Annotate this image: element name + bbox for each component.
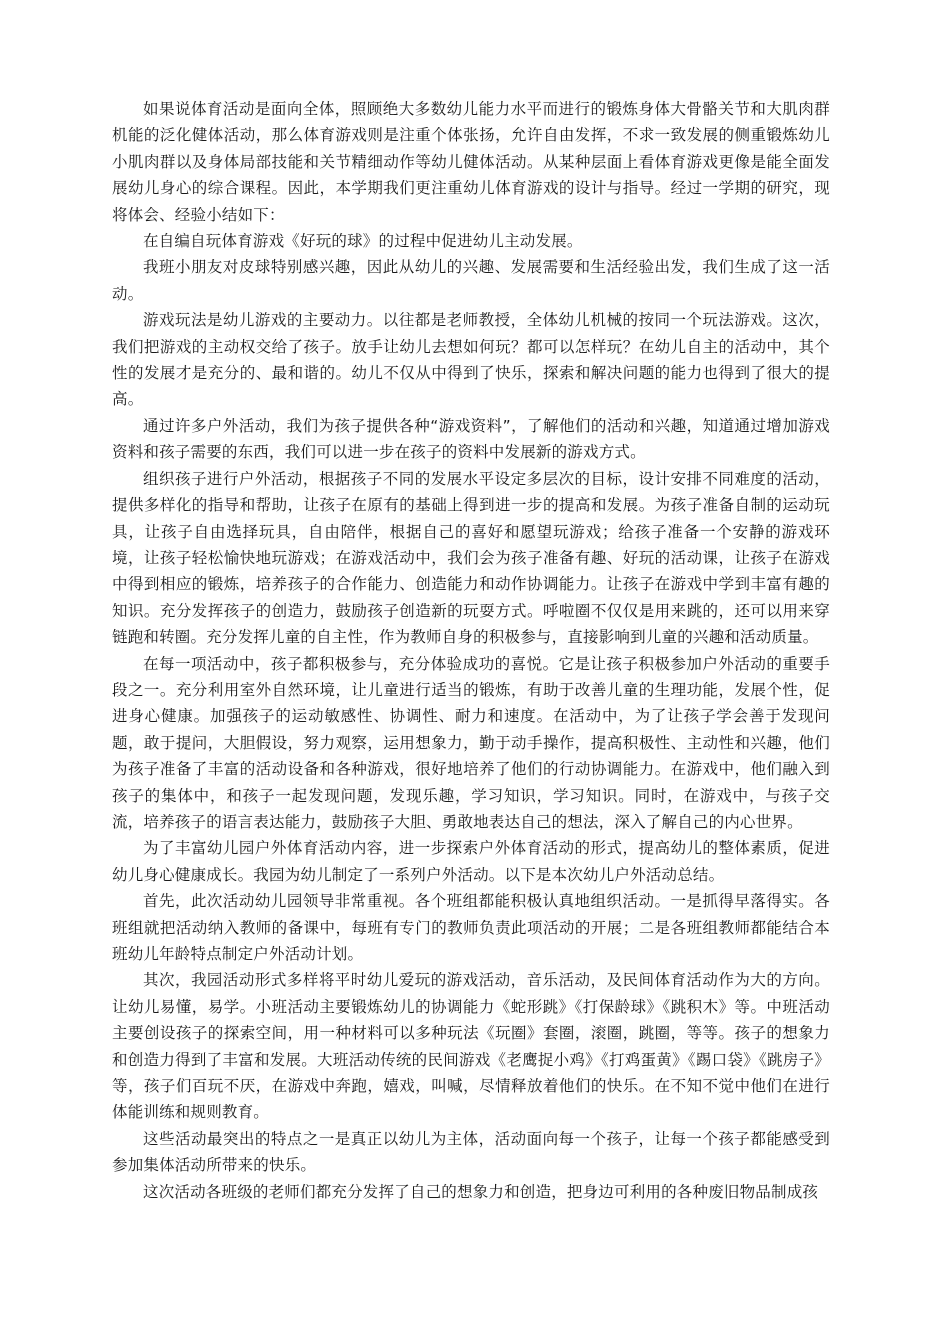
paragraph-3: 我班小朋友对皮球特别感兴趣，因此从幼儿的兴趣、发展需要和生活经验出发，我们生成了这一活动。 bbox=[112, 258, 830, 303]
paragraph-1: 如果说体育活动是面向全体，照顾绝大多数幼儿能力水平而进行的锻炼身体大骨骼关节和大肌肉群机能的泛化健体活动，那么体育游戏则是注重个体张扬，允许自由发挥，不求一致发展的侧重锻炼幼儿小肌肉群以及身体局部技能和关节精细动作等幼儿健体活动。从某种层面上看体育游戏更像是能全面发展幼儿身心的综合课程。因此，本学期我们更注重幼儿体育游戏的设计与指导。经过一学期的研究，现将体会、经验小结如下： bbox=[112, 100, 830, 224]
paragraph-5: 通过许多户外活动，我们为孩子提供各种“游戏资料”，了解他们的活动和兴趣，知道通过增加游戏资料和孩子需要的东西，我们可以进一步在孩子的资料中发展新的游戏方式。 bbox=[112, 416, 830, 462]
paragraph-8: 为了丰富幼儿园户外体育活动内容，进一步探索户外体育活动的形式，提高幼儿的整体素质，促进幼儿身心健康成长。我园为幼儿制定了一系列户外活动。以下是本次幼儿户外活动总结。 bbox=[112, 839, 830, 884]
paragraph-12: 这次活动各班级的老师们都充分发挥了自己的想象力和创造，把身边可利用的各种废旧物品制成孩 bbox=[143, 1182, 819, 1201]
paragraph-9: 首先，此次活动幼儿园领导非常重视。各个班组都能积极认真地组织活动。一是抓得早落得实。各班组就把活动纳入教师的备课中，每班有专门的教师负责此项活动的开展；二是各班组教师都能结合本班幼儿年龄特点制定户外活动计划。 bbox=[112, 892, 830, 963]
paragraph-6: 组织孩子进行户外活动，根据孩子不同的发展水平设定多层次的目标，设计安排不同难度的活动，提供多样化的指导和帮助，让孩子在原有的基础上得到进一步的提高和发展。为孩子准备自制的运动玩具，让孩子自由选择玩具，自由陪伴，根据自己的喜好和愿望玩游戏；给孩子准备一个安静的游戏环境，让孩子轻松愉快地玩游戏；在游戏活动中，我们会为孩子准备有趣、好玩的活动课，让孩子在游戏中得到相应的锻炼，培养孩子的合作能力、创造能力和动作协调能力。让孩子在游戏中学到丰富有趣的知识。充分发挥孩子的创造力，鼓励孩子创造新的玩耍方式。呼啦圈不仅仅是用来跳的，还可以用来穿链跑和转圈。充分发挥儿童的自主性，作为教师自身的积极参与，直接影响到儿童的兴趣和活动质量。 bbox=[112, 469, 830, 647]
paragraph-4: 游戏玩法是幼儿游戏的主要动力。以往都是老师教授，全体幼儿机械的按同一个玩法游戏。这次，我们把游戏的主动权交给了孩子。放手让幼儿去想如何玩？都可以怎样玩？在幼儿自主的活动中，其个性的发展才是充分的、最和谐的。幼儿不仅从中得到了快乐，探索和解决问题的能力也得到了很大的提高。 bbox=[112, 311, 830, 409]
paragraph-2: 在自编自玩体育游戏《好玩的球》的过程中促进幼儿主动发展。 bbox=[143, 232, 583, 251]
paragraph-11: 这些活动最突出的特点之一是真正以幼儿为主体，活动面向每一个孩子，让每一个孩子都能感受到参加集体活动所带来的快乐。 bbox=[112, 1129, 830, 1175]
document-body bbox=[112, 96, 830, 1205]
paragraph-10: 其次，我园活动形式多样将平时幼儿爱玩的游戏活动，音乐活动，及民间体育活动作为大的方向。让幼儿易懂，易学。小班活动主要锻炼幼儿的协调能力《蛇形跳》《打保龄球》《跳积木》等。中班活动主要创设孩子的探索空间，用一种材料可以多种玩法《玩圈》套圈，滚圈，跳圈，等等。孩子的想象力和创造力得到了丰富和发展。大班活动传统的民间游戏《老鹰捉小鸡》《打鸡蛋黄》《踢口袋》《跳房子》等，孩子们百玩不厌，在游戏中奔跑，嬉戏，叫喊，尽情释放着他们的快乐。在不知不觉中他们在进行体能训练和规则教育。 bbox=[112, 971, 830, 1122]
paragraph-7: 在每一项活动中，孩子都积极参与，充分体验成功的喜悦。它是让孩子积极参加户外活动的重要手段之一。充分利用室外自然环境，让儿童进行适当的锻炼，有助于改善儿童的生理功能，发展个性，促进身心健康。加强孩子的运动敏感性、协调性、耐力和速度。在活动中，为了让孩子学会善于发现问题，敢于提问，大胆假设，努力观察，运用想象力，勤于动手操作，提高积极性、主动性和兴趣，他们为孩子准备了丰富的活动设备和各种游戏，很好地培养了他们的行动协调能力。在游戏中，他们融入到孩子的集体中，和孩子一起发现问题，发现乐趣，学习知识，学习知识。同时，在游戏中，与孩子交流，培养孩子的语言表达能力，鼓励孩子大胆、勇敢地表达自己的想法，深入了解自己的内心世界。 bbox=[112, 654, 830, 831]
